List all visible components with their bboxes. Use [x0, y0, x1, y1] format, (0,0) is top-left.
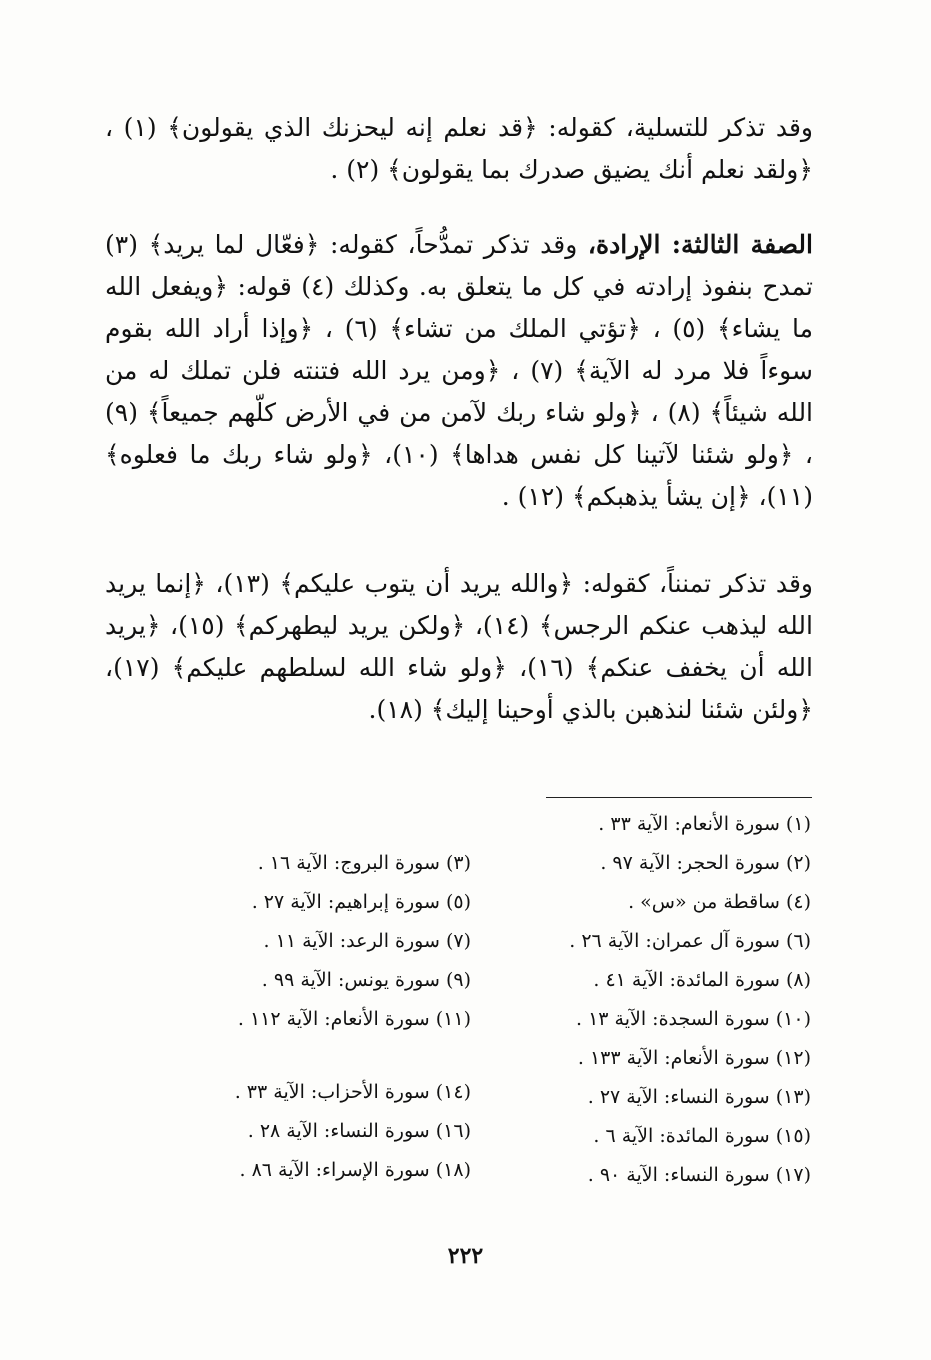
footnote: (١٤) سورة الأحزاب: الآية ٣٣ .	[234, 1081, 471, 1103]
footnote: (١) سورة الأنعام: الآية ٣٣ .	[598, 813, 811, 835]
footnote: (١٥) سورة المائدة: الآية ٦ .	[593, 1125, 811, 1147]
footnote: (١٣) سورة النساء: الآية ٢٧ .	[587, 1086, 811, 1108]
paragraph-body: وقد تذكر تمدُّحاً، كقوله: ﴿فعّال لما يريد﴾ (٣) تمدح بنفوذ إرادته في كل ما يتعلق به. وكذلك (٤) قوله: ﴿ويفعل الله ما يشاء﴾ (٥) ، ﴿تؤتي الملك من تشاء﴾ (٦) ، ﴿وإذا أراد الله بقوم سوءاً فلا مرد له الآية﴾ (٧) ، ﴿ومن يرد الله فتنته فلن تملك له من الله شيئاً﴾ (٨) ، ﴿ولو شاء ربك لآمن من في الأرض كلّهم جميعاً﴾ (٩) ، ﴿ولو شئنا لآتينا كل نفس هداها﴾ (١٠)، ﴿ولو شاء ربك ما فعلوه﴾ (١١)، ﴿إن يشأ يذهبكم﴾ (١٢) .	[105, 230, 814, 511]
footnote: (١١) سورة الأنعام: الآية ١١٢ .	[237, 1008, 471, 1030]
footnote-separator	[546, 797, 812, 798]
section-heading: الصفة الثالثة: الإرادة،	[587, 230, 813, 259]
footnote: (٦) سورة آل عمران: الآية ٢٦ .	[569, 930, 811, 952]
paragraph-text: وقد تذكر للتسلية، كقوله: ﴿قد نعلم إنه ليحزنك الذي يقولون﴾ (١) ، ﴿ولقد نعلم أنك يضيق صدرك بما يقولون﴾ (٢) .	[105, 113, 813, 184]
footnote: (١٦) سورة النساء: الآية ٢٨ .	[247, 1120, 471, 1142]
footnote: (٣) سورة البروج: الآية ١٦ .	[257, 852, 471, 874]
footnotes-left-column	[181, 844, 471, 1190]
footnotes-right-column	[521, 805, 811, 1195]
page-number: ٢٢٢	[447, 1243, 484, 1269]
footnote: (٩) سورة يونس: الآية ٩٩ .	[261, 969, 471, 991]
footnote: (٤) ساقطة من «س» .	[628, 891, 811, 913]
footnote: (١٢) سورة الأنعام: الآية ١٣٣ .	[577, 1047, 811, 1069]
paragraph-consolation	[105, 107, 813, 191]
footnote-gap	[181, 1039, 471, 1073]
paragraph-will	[105, 224, 813, 518]
footnote: (٧) سورة الرعد: الآية ١١ .	[263, 930, 471, 952]
footnote: (١٧) سورة النساء: الآية ٩٠ .	[587, 1164, 811, 1186]
footnote: (١٨) سورة الإسراء: الآية ٨٦ .	[239, 1159, 471, 1181]
footnote: (٨) سورة المائدة: الآية ٤١ .	[593, 969, 811, 991]
footnote: (٢) سورة الحجر: الآية ٩٧ .	[600, 852, 811, 874]
paragraph-text: وقد تذكر تمنناً، كقوله: ﴿والله يريد أن يتوب عليكم﴾ (١٣)، ﴿إنما يريد الله ليذهب عنكم الرجس﴾ (١٤)، ﴿ولكن يريد ليطهركم﴾ (١٥)، ﴿يريد الله أن يخفف عنكم﴾ (١٦)، ﴿ولو شاء الله لسلطهم عليكم﴾ (١٧)، ﴿ولئن شئنا لنذهبن بالذي أوحينا إليك﴾ (١٨).	[105, 569, 813, 724]
paragraph-favor	[105, 563, 813, 731]
footnote: (٥) سورة إبراهيم: الآية ٢٧ .	[251, 891, 471, 913]
footnote: (١٠) سورة السجدة: الآية ١٣ .	[576, 1008, 811, 1030]
paragraph-text	[105, 224, 813, 518]
